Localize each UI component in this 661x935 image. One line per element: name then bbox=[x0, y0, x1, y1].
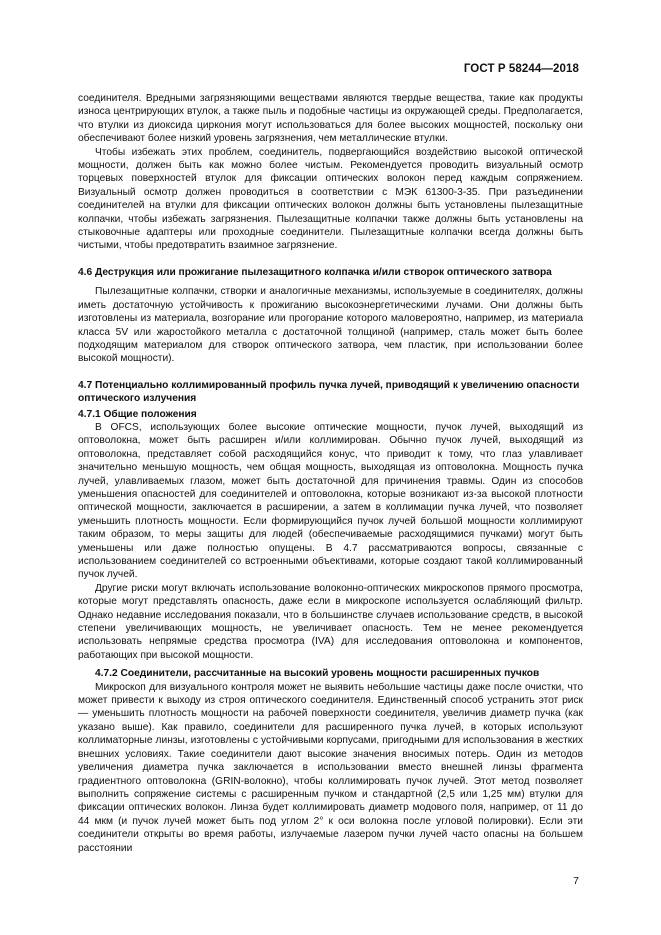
document-body bbox=[78, 92, 583, 855]
subsection-heading-4-7-1: 4.7.1 Общие положения bbox=[78, 408, 197, 420]
paragraph-microscope-risks: Другие риски могут включать использование волоконно-оптических микроскопов прямого просмотра, которые могут представлять опасность, даже если в микроскопе используется ослабляющий фильтр. Однако недавние исследования показали, что в большинстве случаев использование средств, в высокой степени увеличивающих мощность, не увеличивает опасность. Тем не менее рекомендуется использовать непрямые средства просмотра (IVA) для исследования оптоволокна и компонентов, работающих при высокой мощности. bbox=[78, 582, 583, 661]
paragraph-cleanliness: Чтобы избежать этих проблем, соединитель, подвергающийся воздействию высокой оптической мощности, должен быть как можно более чистым. Рекомендуется проводить визуальный осмотр торцевых поверхностей втулок для фиксации оптических волокон перед каждым сопряжением. Визуальный осмотр должен проводиться в соответствии с МЭК 61300-3-35. При разъединении соединителей на втулки для фиксации оптических волокон должны быть установлены пылезащитные колпачки, чтобы избежать загрязнения. Пылезащитные колпачки также должны быть установлены на стыковочные адаптеры или проходные соединители. Пылезащитные колпачки всегда должны быть чистыми, чтобы предотвратить взаимное загрязнение. bbox=[78, 146, 583, 252]
subsection-heading-4-7-2: 4.7.2 Соединители, рассчитанные на высокий уровень мощности расширенных пучков bbox=[95, 668, 540, 680]
section-heading-4-6: 4.6 Деструкция или прожигание пылезащитного колпачка и/или створок оптического затвора bbox=[78, 266, 552, 278]
paragraph-dust-caps: Пылезащитные колпачки, створки и аналогичные механизмы, используемые в соединителях, должны иметь достаточную устойчивость к прожиганию высокоэнергетическими лучами. Они должны быть изготовлены из материала, возгорание или прогорание которого маловероятно, например, из материала класса 5V или жаростойкого металла с достаточной толщиной (например, сталь может быть более подходящим материалом для створок оптического затвора, чем пластик, при использовании более высокой мощности). bbox=[78, 286, 583, 365]
page-number: 7 bbox=[573, 875, 579, 887]
standard-header: ГОСТ Р 58244—2018 bbox=[463, 63, 579, 75]
section-heading-4-7: 4.7 Потенциально коллимированный профиль пучка лучей, приводящий к увеличению опасности оптического излучения bbox=[78, 379, 580, 405]
paragraph-continuation: соединителя. Вредными загрязняющими веществами являются твердые вещества, такие как продукты износа центрирующих втулок, а также пыль и подобные частицы из окружающей среды. Предполагается, что втулки из диоксида циркония могут использоваться для более высоких мощностей, поскольку они обеспечивают более низкий уровень загрязнения, чем металлические втулки. bbox=[78, 93, 583, 145]
paragraph-collimated-beam: В OFCS, использующих более высокие оптические мощности, пучок лучей, выходящий из оптоволокна, может быть расширен и/или коллимирован. Обычно пучок лучей, выходящий из оптоволокна, представляет собой расходящийся конус, что приводит к тому, что глаз улавливает значительно меньшую мощность, чем общая мощность, выходящая из оптоволокна. Мощность пучка лучей, улавливаемых глазом, может быть достаточной для причинения травмы. Один из способов уменьшения опасностей для соединителей и оптоволокна, которые возникают из-за высокой плотности оптической мощности, заключается в расширении, а затем в коллимации пучка лучей, что позволяет уменьшить плотность мощности. Если формирующийся пучок лучей большой мощности коллимируют таким образом, то меры защиты для людей (обеспечиваемые расходящимися пучками) могут быть уменьшены или даже полностью опущены. В 4.7 рассматриваются вопросы, связанные с использованием соединителей со встроенными объективами, которые создают такой коллимированный пучок лучей. bbox=[78, 421, 583, 581]
paragraph-expanded-beam: Микроскоп для визуального контроля может не выявить небольшие частицы даже после очистки, что может привести к выходу из строя оптического соединителя. Единственный способ устранить этот риск — уменьшить плотность мощности на рабочей поверхности соединителя, увеличив диаметр пучка (как указано выше). Как правило, соединители для расширенного пучка лучей, в которых используют коллиматорные линзы, изготовлены с устойчивыми корпусами, пригодными для использования в жестких внешних условиях. Такие соединители дают высокие значения вносимых потерь. Один из методов увеличения диаметра пучка заключается в использовании вместо внешней линзы фрагмента градиентного оптоволокна (GRIN-волокно), чтобы коллимировать пучок лучей. Этот метод позволяет выполнить сопряжение системы с расширенным пучком и стандартной (2,5 или 1,25 мм) втулки для фиксации оптических волокон. Линза будет коллимировать диаметр модового поля, например, от 11 до 44 мкм (и пучок лучей может быть под углом 2° к оси волокна после угловой полировки). Если эти соединители открыты во время работы, излучаемые лазером пучки лучей часто опасны на большем расстоянии bbox=[78, 681, 583, 854]
